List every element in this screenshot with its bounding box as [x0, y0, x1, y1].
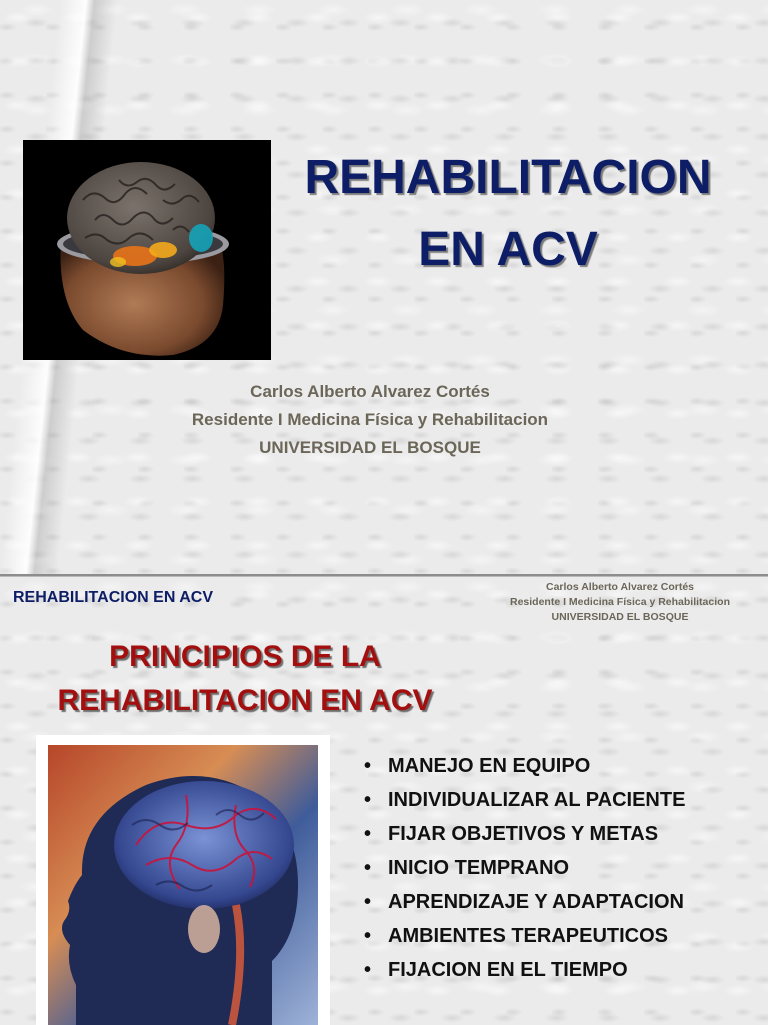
author-position: Residente I Medicina Física y Rehabilitacion	[191, 410, 549, 429]
author-name: Carlos Alberto Alvarez Cortés	[250, 382, 490, 401]
list-item-text: MANEJO EN EQUIPO	[388, 755, 591, 777]
list-item-text: INICIO TEMPRANO	[388, 857, 570, 879]
list-item	[364, 953, 685, 987]
slide-2	[0, 576, 768, 1025]
list-item	[364, 919, 685, 953]
bullet-point: •	[364, 857, 372, 879]
title-line-2: EN ACV	[418, 223, 598, 276]
author-block-small	[490, 580, 750, 625]
list-item	[364, 851, 685, 885]
list-item	[364, 885, 685, 919]
list-item	[364, 783, 685, 817]
brain-image	[23, 140, 271, 360]
principles-list	[364, 749, 685, 987]
brain-in-head-icon	[23, 140, 271, 360]
slide-title	[40, 635, 450, 723]
bullet-point: •	[364, 959, 372, 981]
bullet-point: •	[364, 823, 372, 845]
slide-header: REHABILITACION EN ACV	[13, 589, 213, 606]
head-profile-brain-icon	[36, 735, 330, 1025]
author-institution: UNIVERSIDAD EL BOSQUE	[551, 611, 689, 623]
author-name: Carlos Alberto Alvarez Cortés	[545, 581, 694, 593]
list-item-text: FIJACION EN EL TIEMPO	[388, 959, 628, 981]
author-position: Residente I Medicina Física y Rehabilitacion	[510, 596, 730, 608]
list-item-text: APRENDIZAJE Y ADAPTACION	[388, 891, 684, 913]
bullet-point: •	[364, 925, 372, 947]
bullet-point: •	[364, 789, 372, 811]
list-item-text: AMBIENTES TERAPEUTICOS	[388, 925, 669, 947]
slide-title	[280, 142, 736, 286]
list-item	[364, 817, 685, 851]
title-line-1: REHABILITACION	[304, 151, 712, 204]
author-block	[120, 378, 620, 462]
bullet-point: •	[364, 755, 372, 777]
head-brain-image	[36, 735, 330, 1025]
list-item	[364, 749, 685, 783]
title-line-2: REHABILITACION EN ACV	[57, 684, 433, 717]
title-line-1: PRINCIPIOS DE LA	[109, 640, 381, 673]
bullet-point: •	[364, 891, 372, 913]
list-item-text: INDIVIDUALIZAR AL PACIENTE	[388, 789, 686, 811]
list-item-text: FIJAR OBJETIVOS Y METAS	[388, 823, 659, 845]
author-institution: UNIVERSIDAD EL BOSQUE	[259, 438, 481, 457]
